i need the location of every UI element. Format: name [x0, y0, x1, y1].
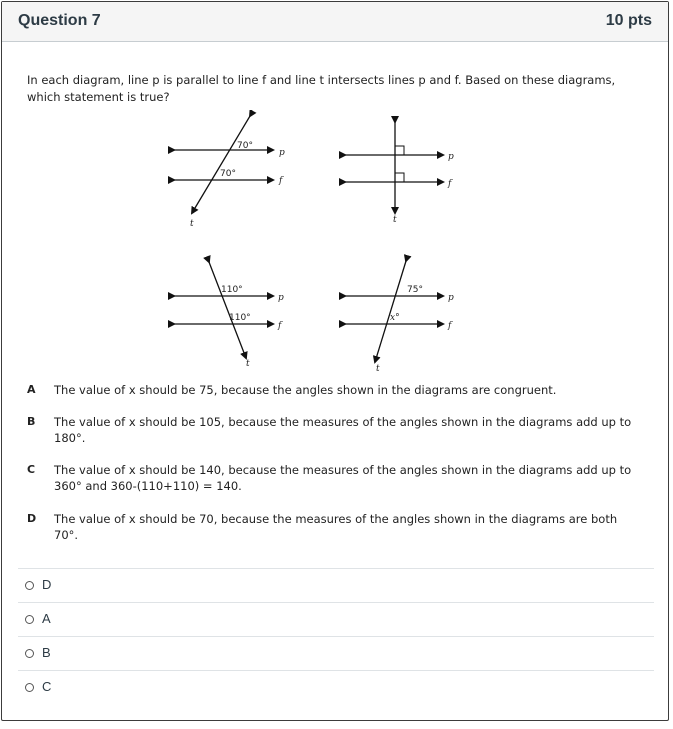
diagram-3-label-p: p [278, 293, 284, 303]
answer-option-a[interactable] [18, 602, 654, 637]
answer-label[interactable]: B [42, 645, 51, 660]
diagram-2-right-angle-top [395, 146, 404, 155]
diagram-4-bottom-angle: x° [390, 313, 400, 323]
answer-label[interactable]: A [42, 611, 51, 626]
choice-text: The value of x should be 75, because the angles shown in the diagrams are congruent. [54, 383, 557, 397]
question-points: 10 pts [605, 12, 652, 29]
diagram-2-right-angle-bottom [395, 173, 404, 182]
answer-option-d[interactable] [18, 568, 654, 603]
diagram-4-label-f: f [448, 321, 452, 331]
diagram-2 [345, 122, 454, 225]
choice-letter: B [27, 415, 36, 428]
diagram-3-label-f: f [278, 321, 282, 331]
choice-text: The value of x should be 140, because the measures of the angles shown in the diagrams add up to 360° and 360-(110+110) = 140. [54, 463, 632, 493]
choice-text: The value of x should be 70, because the measures of the angles shown in the diagrams are both 70°. [54, 512, 618, 542]
answer-label[interactable]: D [42, 577, 52, 592]
answer-option-b[interactable] [18, 636, 654, 671]
diagram-4-label-p: p [448, 293, 454, 303]
diagram-2-label-f: f [448, 179, 452, 189]
choice-letter: C [27, 463, 36, 476]
diagram-3-bottom-angle: 110° [229, 313, 251, 323]
answer-option-c[interactable] [18, 670, 654, 705]
diagram-1-line-t [192, 116, 250, 213]
diagram-1-label-f: f [279, 176, 283, 186]
radio-button[interactable] [25, 581, 34, 590]
diagram-1-bottom-angle: 70° [220, 169, 236, 179]
question-title: Question 7 [18, 12, 101, 29]
question-header [2, 2, 668, 42]
diagram-3-line-t [209, 262, 246, 358]
radio-button[interactable] [25, 683, 34, 692]
diagram-1-top-angle: 70° [237, 141, 253, 151]
answer-label[interactable]: C [42, 679, 52, 694]
diagram-3-top-angle: 110° [221, 285, 243, 295]
diagram-4-label-t: t [376, 364, 380, 372]
diagram-4 [345, 261, 454, 372]
diagram-3-label-t: t [246, 359, 250, 369]
diagram-3 [174, 262, 284, 369]
question-card [1, 1, 669, 721]
diagram-2-label-t: t [393, 215, 397, 225]
diagram-1-label-t: t [190, 219, 194, 229]
diagram-1 [174, 116, 285, 229]
diagram-4-line-t [375, 261, 406, 362]
question-prompt: In each diagram, line p is parallel to line f and line t intersects lines p and f. Based on these diagrams, which statement is true? [27, 73, 616, 104]
parallel-lines-figure [162, 110, 460, 372]
choice-letter: D [27, 512, 37, 525]
radio-button[interactable] [25, 615, 34, 624]
choice-letter: A [27, 383, 36, 396]
diagram-1-label-p: p [279, 148, 285, 158]
choice-text: The value of x should be 105, because the measures of the angles shown in the diagrams add up to 180°. [54, 415, 632, 445]
radio-button[interactable] [25, 649, 34, 658]
diagram-4-top-angle: 75° [407, 285, 423, 295]
diagram-2-label-p: p [448, 152, 454, 162]
